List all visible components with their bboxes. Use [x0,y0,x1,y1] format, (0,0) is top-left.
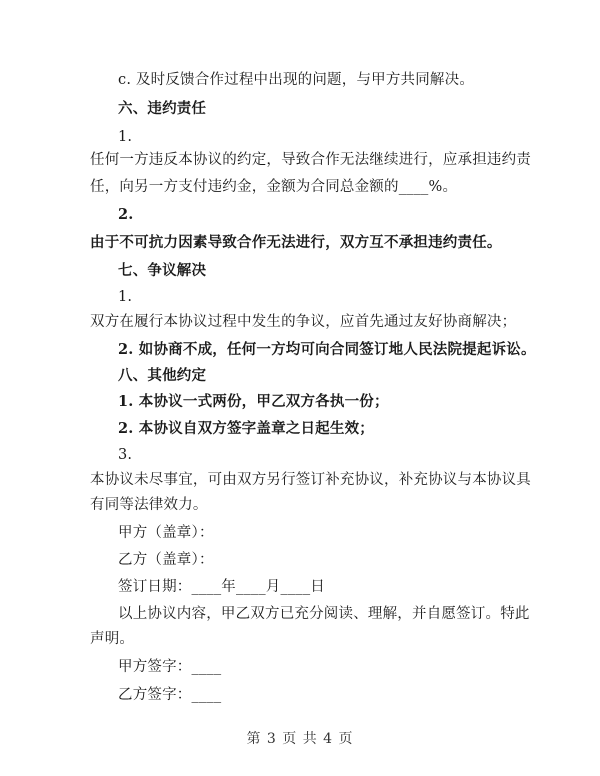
party-b-seal: 乙方（盖章）： [118,552,214,568]
declaration-line-2: 声明。 [90,631,135,647]
item-number-1: 1. [118,129,133,145]
other-clause-1: 1. 本协议一式两份，甲乙双方各执一份； [118,393,389,410]
declaration-line-1: 以上协议内容，甲乙双方已充分阅读、理解，并自愿签订。特此 [118,606,530,622]
section-heading-breach: 六、违约责任 [118,100,207,117]
signing-date: 签订日期：____年____月____日 [118,579,325,595]
party-a-seal: 甲方（盖章）： [118,525,214,541]
breach-clause-2: 由于不可抗力因素导致合作无法进行，双方互不承担违约责任。 [90,234,502,251]
other-clause-3-line-2: 有同等法律效力。 [90,497,208,513]
item-number-1: 1. [118,289,133,305]
section-heading-dispute: 七、争议解决 [118,262,207,279]
other-clause-3-line-1: 本协议未尽事宜，可由双方另行签订补充协议，补充协议与本协议具 [90,472,531,488]
other-clause-2: 2. 本协议自双方签字盖章之日起生效； [118,420,374,437]
dispute-clause-2: 2. 如协商不成，任何一方均可向合同签订地人民法院提起诉讼。 [118,341,536,358]
party-b-signature: 乙方签字：____ [118,687,222,703]
item-number-2: 2. [118,206,134,223]
clause-c-feedback: c. 及时反馈合作过程中出现的问题，与甲方共同解决。 [118,72,475,88]
breach-clause-1-line-2: 任，向另一方支付违约金，金额为合同总金额的____%。 [90,179,458,195]
breach-clause-1-line-1: 任何一方违反本协议的约定，导致合作无法继续进行，应承担违约责 [90,152,531,168]
item-number-3: 3. [118,447,133,463]
party-a-signature: 甲方签字：____ [118,659,222,675]
dispute-clause-1: 双方在履行本协议过程中发生的争议，应首先通过友好协商解决； [90,314,517,330]
page-number-footer: 第 3 页 共 4 页 [246,731,354,747]
section-heading-other: 八、其他约定 [118,367,207,384]
